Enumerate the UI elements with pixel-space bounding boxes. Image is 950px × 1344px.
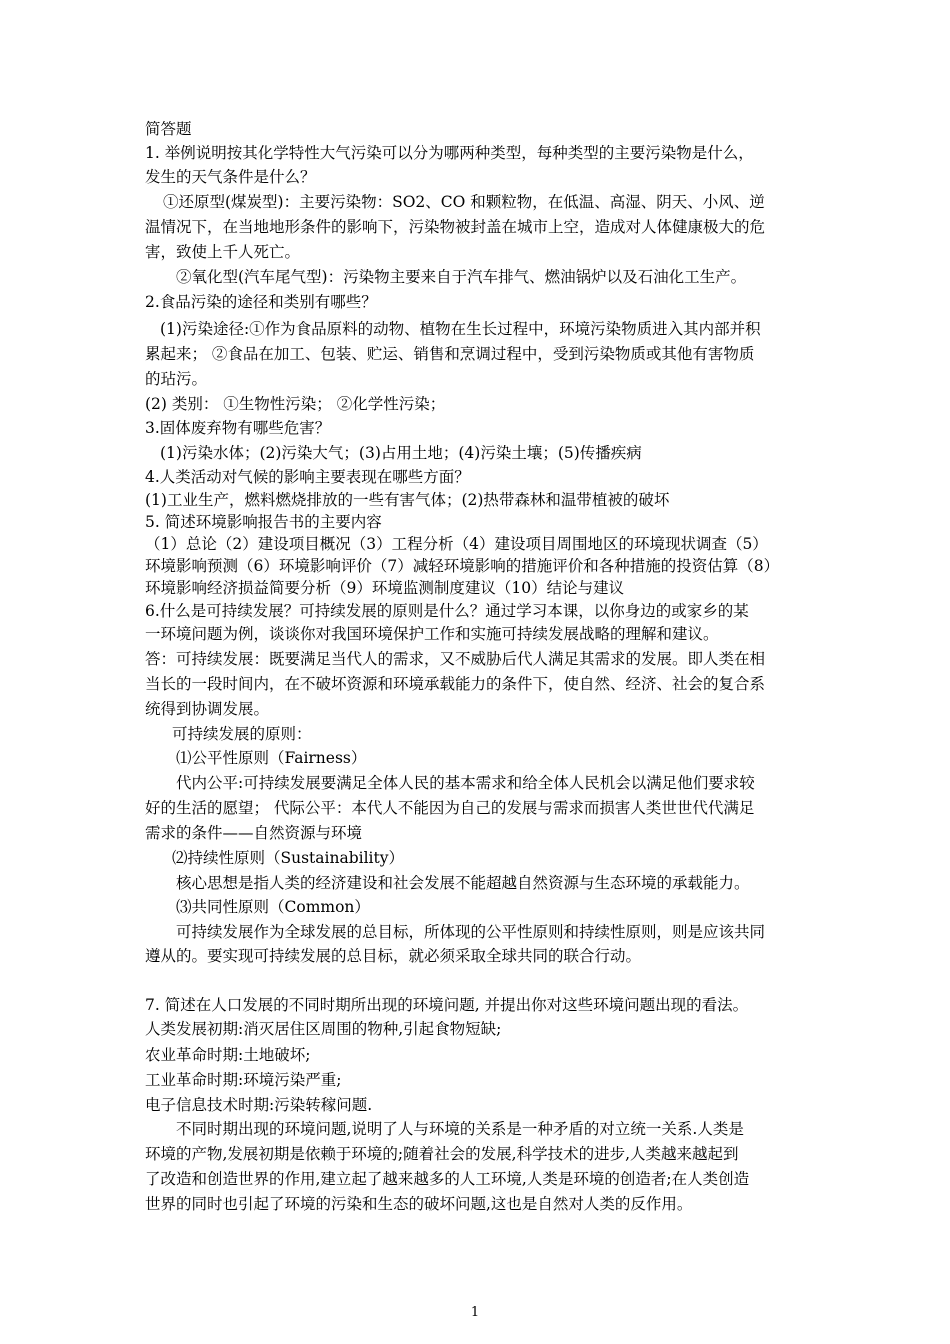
principle-2-text: 核心思想是指人类的经济建设和社会发展不能超越自然资源与生态环境的承载能力。 [176, 874, 750, 892]
answer-2-line-4: (2) 类别： ①生物性污染； ②化学性污染； [145, 395, 446, 413]
answer-6-line-3: 统得到协调发展。 [145, 700, 270, 718]
answer-1-line-4: ②氧化型(汽车尾气型)：污染物主要来自于汽车排气、燃油锅炉以及石油化工生产。 [176, 268, 747, 286]
answer-6-line-2: 当长的一段时间内，在不破坏资源和环境承载能力的条件下，使自然、经济、社会的复合系 [145, 675, 766, 693]
question-1-line-1: 1. 举例说明按其化学特性大气污染可以分为哪两种类型，每种类型的主要污染物是什么， [145, 144, 754, 162]
principle-1-line-1: 代内公平:可持续发展要满足全体人民的基本需求和给全体人民机会以满足他们要求较 [176, 774, 755, 792]
answer-7-period-2: 农业革命时期:土地破坏; [145, 1046, 311, 1064]
answer-5-line-1: （1）总论（2）建设项目概况（3）工程分析（4）建设项目周围地区的环境现状调查（5） [145, 535, 768, 553]
question-7: 7. 简述在人口发展的不同时期所出现的环境问题, 并提出你对这些环境问题出现的看法。 [145, 996, 749, 1014]
section-title: 简答题 [145, 120, 192, 138]
question-5: 5. 简述环境影响报告书的主要内容 [145, 513, 382, 531]
answer-7-view-line-2: 环境的产物,发展初期是依赖于环境的;随着社会的发展,科学技术的进步,人类越来越起到 [145, 1145, 739, 1163]
answer-5-line-2: 环境影响预测（6）环境影响评价（7）减轻环境影响的措施评价和各种措施的投资估算（8） [145, 557, 780, 575]
answer-2-line-3: 的玷污。 [145, 370, 208, 388]
question-1-line-2: 发生的天气条件是什么？ [145, 168, 316, 186]
answer-5-line-3: 环境影响经济损益简要分析（9）环境监测制度建议（10）结论与建议 [145, 579, 625, 597]
answer-7-view-line-3: 了改造和创造世界的作用,建立起了越来越多的人工环境,人类是环境的创造者;在人类创造 [145, 1170, 750, 1188]
answer-6-line-1: 答：可持续发展：既要满足当代人的需求，又不威胁后代人满足其需求的发展。即人类在相 [145, 650, 766, 668]
question-4: 4.人类活动对气候的影响主要表现在哪些方面？ [145, 468, 470, 486]
answer-1-line-3: 害，致使上千人死亡。 [145, 243, 301, 261]
answer-7-view-line-4: 世界的同时也引起了环境的污染和生态的破坏问题,这也是自然对人类的反作用。 [145, 1195, 693, 1213]
answer-7-period-1: 人类发展初期:消灭居住区周围的物种,引起食物短缺; [145, 1020, 502, 1038]
question-6-line-1: 6.什么是可持续发展？可持续发展的原则是什么？通过学习本课，以你身边的或家乡的某 [145, 602, 749, 620]
principle-3-line-1: 可持续发展作为全球发展的总目标，所体现的公平性原则和持续性原则，则是应该共同 [176, 923, 766, 941]
principle-1-line-2: 好的生活的愿望； 代际公平：本代人不能因为自己的发展与需求而损害人类世世代代满足 [145, 799, 755, 817]
answer-1-line-1: ①还原型(煤炭型)：主要污染物：SO2、CO 和颗粒物，在低温、高湿、阴天、小风、逆 [163, 193, 765, 211]
principles-heading: 可持续发展的原则： [172, 725, 312, 743]
principle-2-title: ⑵持续性原则（Sustainability） [172, 849, 404, 867]
answer-2-line-1: (1)污染途径:①作为食品原料的动物、植物在生长过程中，环境污染物质进入其内部并积 [160, 320, 761, 338]
principle-1-line-3: 需求的条件——自然资源与环境 [145, 824, 363, 842]
answer-3: (1)污染水体；(2)污染大气；(3)占用土地；(4)污染土壤；(5)传播疾病 [160, 444, 642, 462]
principle-3-line-2: 遵从的。要实现可持续发展的总目标，就必须采取全球共同的联合行动。 [145, 947, 642, 965]
answer-7-view-line-1: 不同时期出现的环境问题,说明了人与环境的关系是一种矛盾的对立统一关系.人类是 [176, 1120, 744, 1138]
page-number: 1 [470, 1305, 480, 1320]
question-2: 2.食品污染的途径和类别有哪些？ [145, 293, 377, 311]
principle-1-title: ⑴公平性原则（Fairness） [176, 749, 367, 767]
answer-7-period-4: 电子信息技术时期:污染转稼问题. [145, 1096, 373, 1114]
answer-2-line-2: 累起来； ②食品在加工、包装、贮运、销售和烹调过程中，受到污染物质或其他有害物质 [145, 345, 755, 363]
answer-7-period-3: 工业革命时期:环境污染严重; [145, 1071, 342, 1089]
principle-3-title: ⑶共同性原则（Common） [176, 898, 370, 916]
question-6-line-2: 一环境问题为例，谈谈你对我国环境保护工作和实施可持续发展战略的理解和建议。 [145, 625, 719, 643]
answer-1-line-2: 温情况下，在当地地形条件的影响下，污染物被封盖在城市上空，造成对人体健康极大的危 [145, 218, 766, 236]
answer-4: (1)工业生产，燃料燃烧排放的一些有害气体；(2)热带森林和温带植被的破坏 [145, 491, 670, 509]
question-3: 3.固体废弃物有哪些危害？ [145, 419, 331, 437]
